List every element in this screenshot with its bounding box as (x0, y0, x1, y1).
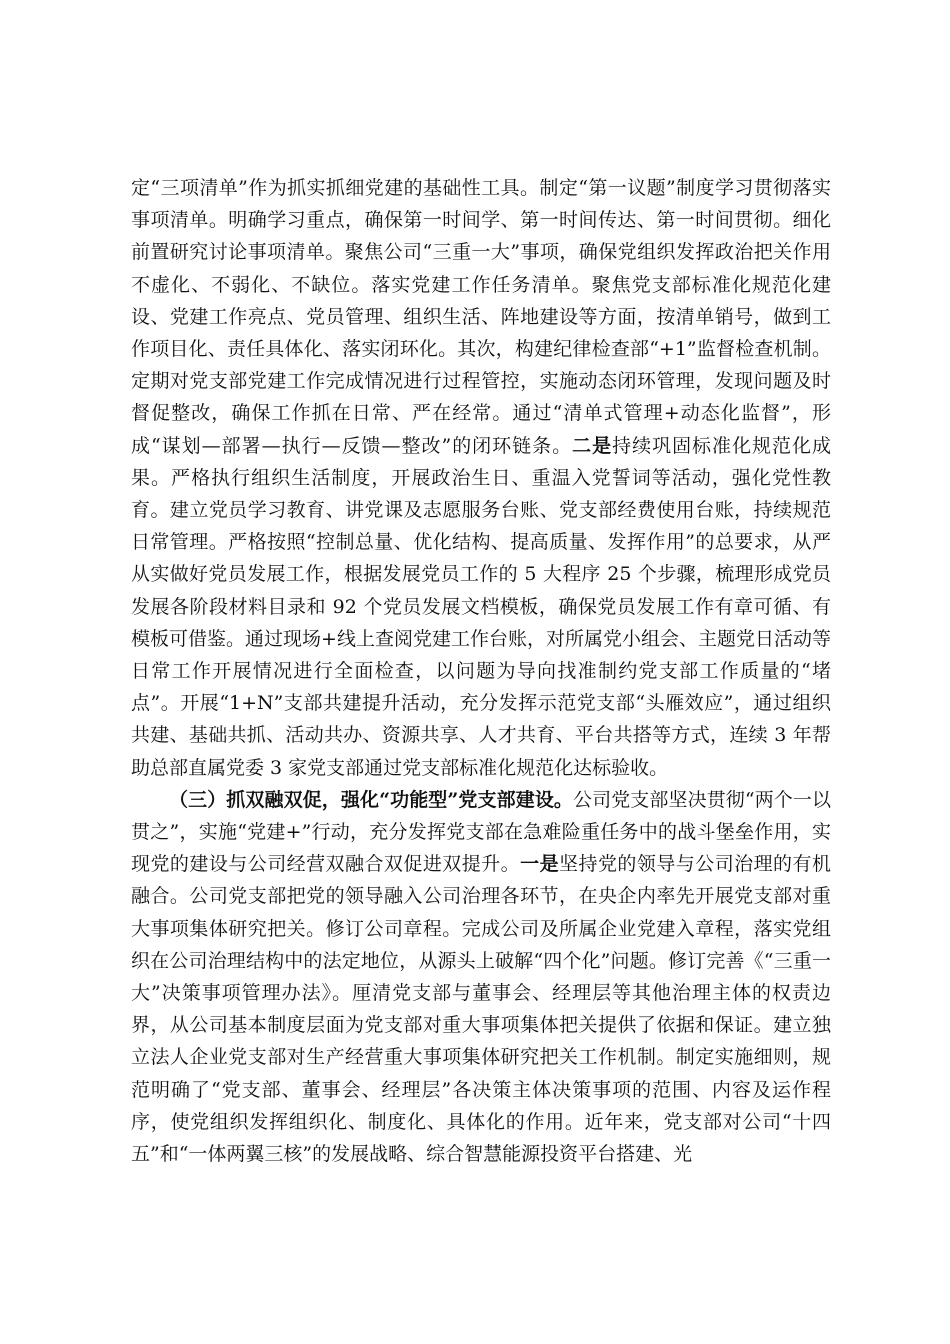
paragraph-checklist-standardization (131, 172, 831, 784)
paragraph-text: 定“三项清单”作为抓实抓细党建的基础性工具。制定“第一议题”制度学习贯彻落实事项清单。明确学习重点，确保第一时间学、第一时间传达、第一时间贯彻。细化前置研究讨论事项清单。聚焦公司“三重一大”事项，确保党组织发挥政治把关作用不虚化、不弱化、不缺位。落实党建工作任务清单。聚焦党支部标准化规范化建设、党建工作亮点、党员管理、组织生活、阵地建设等方面，按清单销号，做到工作项目化、责任具体化、落实闭环化。其次，构建纪律检查部“+1”监督检查机制。定期对党支部党建工作完成情况进行过程管控，实施动态闭环管理，发现问题及时督促整改，确保工作抓在日常、严在经常。通过“清单式管理+动态化监督”，形成“谋划—部署—执行—反馈—整改”的闭环链条。 (131, 177, 831, 457)
document-body (131, 172, 831, 1170)
section-heading: （三）抓双融双促，强化“功能型”党支部建设。 (169, 788, 574, 811)
paragraph-text: 持续巩固标准化规范化成果。严格执行组织生活制度，开展政治生日、重温入党誓词等活动，强化党性教育。建立党员学习教育、讲党课及志愿服务台账、党支部经费使用台账，持续规范日常管理。严格按照“控制总量、优化结构、提高质量、发挥作用”的总要求，从严从实做好党员发展工作，根据发展党员工作的 5 大程序 25 个步骤，梳理形成党员发展各阶段材料目录和 92 个党员发展文档模板，确保党员发展工作有章可循、有模板可借鉴。通过现场+线上查阅党建工作台账，对所属党小组会、主题党日活动等日常工作开展情况进行全面检查，以问题为导向找准制约党支部工作质量的“堵点”。开展“1+N”支部共建提升活动，充分发挥示范党支部“头雁效应”，通过组织共建、基础共抓、活动共办、资源共享、人才共育、平台共搭等方式，连续 3 年帮助总部直属党委 3 家党支部通过党支部标准化规范化达标验收。 (131, 434, 831, 779)
emphasis-second-point: 二是 (572, 434, 613, 457)
paragraph-section-three (131, 784, 831, 1170)
paragraph-text: 公司党支部坚决贯彻“两个一以贯之”，实施“党建+”行动，充分发挥党支部在急难险重任务中的战斗堡垒作用，实现党的建设与公司经营双融合双促进双提升。 (131, 788, 832, 876)
emphasis-first-point: 一是 (520, 853, 560, 876)
paragraph-text: 坚持党的领导与公司治理的有机融合。公司党支部把党的领导融入公司治理各环节，在央企内率先开展党支部对重大事项集体研究把关。修订公司章程。完成公司及所属企业党建入章程，落实党组织在公司治理结构中的法定地位，从源头上破解“四个化”问题。修订完善《“三重一大”决策事项管理办法》。厘清党支部与董事会、经理层等其他治理主体的权责边界，从公司基本制度层面为党支部对重大事项集体把关提供了依据和保证。建立独立法人企业党支部对生产经营重大事项集体研究把关工作机制。制定实施细则，规范明确了“党支部、董事会、经理层”各决策主体决策事项的范围、内容及运作程序，使党组织发挥组织化、制度化、具体化的作用。近年来，党支部对公司“十四五”和“一体两翼三核”的发展战略、综合智慧能源投资平台搭建、光 (131, 853, 831, 1166)
